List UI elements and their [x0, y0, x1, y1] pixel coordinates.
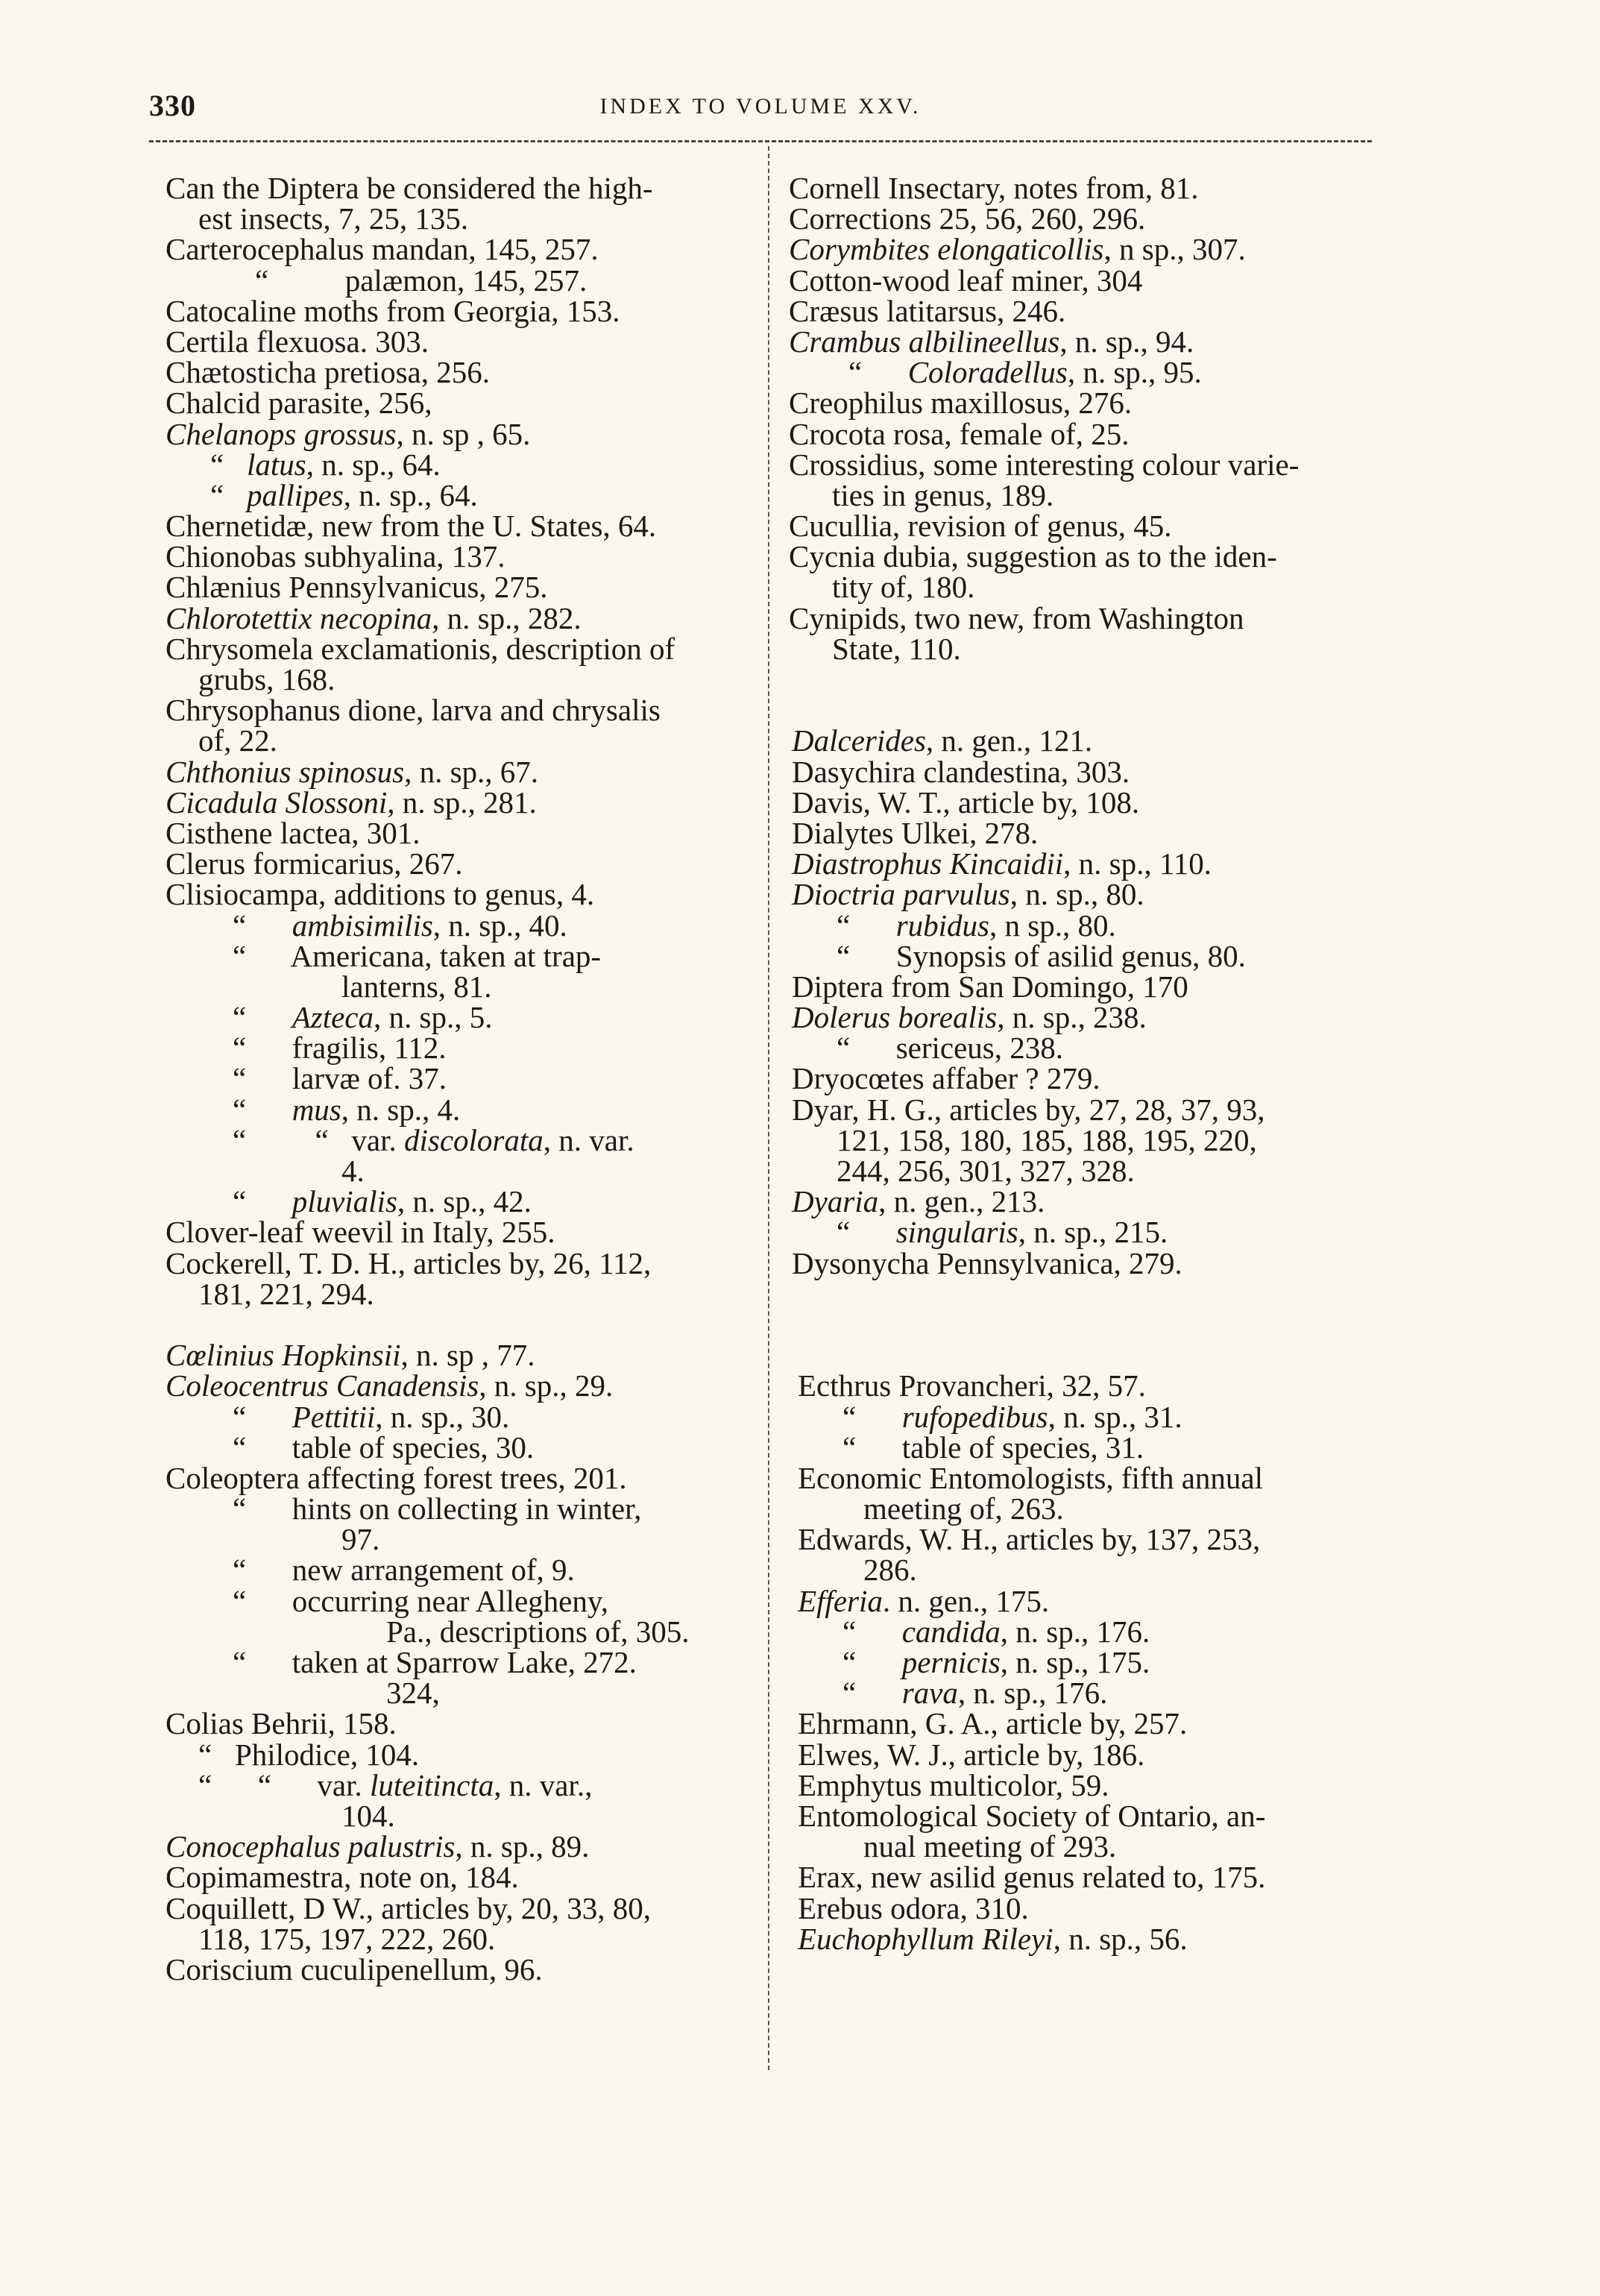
entry-text: “: [233, 908, 292, 943]
index-entry-line: [166, 846, 762, 881]
entry-text: Chlænius Pennsylvanicus, 275.: [166, 570, 548, 605]
index-entry-line: [166, 1553, 762, 1588]
entry-text: Chionobas subhyalina, 137.: [166, 539, 505, 574]
index-entry-line: [789, 541, 1393, 572]
index-entry-line: [789, 664, 1393, 695]
index-entry-line: [789, 1368, 1393, 1403]
entry-text: “ fragilis, 112.: [233, 1031, 447, 1066]
index-entry-line: [789, 723, 1393, 758]
entry-text: 286.: [863, 1553, 917, 1588]
index-entry-line: [789, 1491, 1393, 1526]
index-entry-line: [789, 1737, 1393, 1772]
entry-rest: , n. gen., 213.: [878, 1184, 1045, 1219]
entry-text: Corrections 25, 56, 260, 296.: [789, 201, 1146, 236]
entry-text: “: [842, 1676, 902, 1711]
index-entry-line: [789, 1399, 1393, 1434]
index-entry-line: [789, 1553, 1393, 1588]
index-entry-line: [789, 846, 1393, 881]
entry-italic-name: candida: [901, 1614, 1001, 1649]
entry-italic-name: pernicis: [901, 1645, 1001, 1679]
entry-text: State, 110.: [832, 631, 961, 666]
index-entry-line: [789, 1767, 1393, 1802]
entry-italic-name: Chlorotettix necopina: [166, 600, 432, 635]
entry-text: Dialytes Ulkei, 278.: [792, 815, 1039, 850]
index-entry-line: [789, 386, 1393, 421]
index-entry-line: [166, 1491, 762, 1526]
entry-rest: , n. sp., 282.: [432, 600, 582, 635]
entry-rest: , n sp., 307.: [1103, 232, 1246, 267]
entry-italic-name: pallipes: [246, 477, 344, 512]
index-entry-line: [789, 910, 1393, 941]
index-entry-line: [166, 1245, 762, 1280]
entry-italic-name: discolorata: [403, 1122, 544, 1157]
index-entry-line: [789, 447, 1393, 482]
index-entry-line: [166, 572, 762, 603]
entry-text: Erax, new asilid genus related to, 175.: [798, 1860, 1266, 1895]
index-entry-line: [789, 1031, 1393, 1066]
entry-text: “: [837, 1215, 896, 1250]
index-entry-line: [166, 879, 762, 910]
entry-rest: , n. sp., 176.: [957, 1676, 1108, 1711]
index-entry-line: [789, 1831, 1393, 1862]
entry-text: Can the Diptera be considered the high-: [166, 171, 653, 205]
entry-text: Certila flexuosa. 303.: [166, 324, 429, 359]
entry-text: Coleoptera affecting forest trees, 201.: [166, 1460, 627, 1495]
index-entry-line: [166, 784, 762, 820]
entry-text: “ “ var.: [233, 1122, 404, 1157]
entry-text: 104.: [341, 1798, 395, 1833]
entry-rest: , n. sp., 29.: [479, 1368, 614, 1403]
entry-italic-name: Azteca: [292, 1000, 374, 1035]
right-column: [789, 173, 1393, 1954]
index-entry-line: [166, 1524, 762, 1555]
index-entry-line: [166, 477, 762, 512]
entry-text: “: [210, 477, 247, 512]
index-entry-line: [166, 1921, 762, 1956]
index-entry-line: [789, 631, 1393, 666]
header-rule: [149, 140, 1372, 142]
entry-text: Chrysomela exclamationis, description of: [166, 631, 675, 666]
entry-text: “: [233, 1184, 292, 1219]
entry-rest: , n. sp., 94.: [1059, 324, 1194, 359]
entry-rest: , n. sp., 89.: [455, 1829, 590, 1864]
entry-text: 324,: [386, 1676, 440, 1711]
running-head: INDEX TO VOLUME XXV.: [599, 94, 922, 119]
index-entry-line: [789, 784, 1393, 820]
index-entry-line: [166, 173, 762, 204]
entry-rest: , n. sp., 176.: [1000, 1614, 1150, 1649]
index-entry-line: [789, 477, 1393, 512]
index-entry-line: [166, 447, 762, 482]
index-entry-line: [789, 1186, 1393, 1217]
index-entry-line: [166, 754, 762, 789]
entry-text: Cræsus latitarsus, 246.: [789, 293, 1066, 328]
entry-text: “ palæmon, 145, 257.: [255, 262, 588, 298]
index-entry-line: [166, 1862, 762, 1893]
index-entry-line: [166, 1708, 762, 1739]
entry-text: “: [848, 355, 908, 390]
index-entry-line: [789, 509, 1393, 544]
index-entry-line: [166, 664, 762, 695]
entry-text: “: [210, 447, 247, 482]
entry-text: Clerus formicarius, 267.: [166, 846, 463, 881]
index-entry-line: [166, 1460, 762, 1495]
index-entry-line: [789, 1524, 1393, 1555]
index-entry-line: [166, 324, 762, 359]
index-entry-line: [166, 1831, 762, 1862]
entry-rest: , n. gen., 121.: [925, 723, 1093, 758]
index-entry-line: [166, 1156, 762, 1186]
index-entry-line: [166, 938, 762, 973]
entry-text: Dasychira clandestina, 303.: [792, 754, 1130, 789]
entry-text: “ occurring near Allegheny,: [233, 1583, 608, 1618]
entry-rest: , n. sp., 67.: [404, 754, 539, 789]
entry-text: “ Philodice, 104.: [198, 1737, 420, 1772]
index-entry-line: [166, 600, 762, 635]
entry-text: Crocota rosa, female of, 25.: [789, 416, 1130, 451]
entry-text: Entomological Society of Ontario, an-: [798, 1798, 1266, 1833]
entry-italic-name: Dioctria parvulus: [792, 877, 1010, 912]
index-entry-line: [789, 1245, 1393, 1280]
index-entry-line: [789, 879, 1393, 910]
index-entry-line: [166, 1737, 762, 1772]
entry-text: 118, 175, 197, 222, 260.: [198, 1921, 496, 1956]
entry-text: tity of, 180.: [832, 570, 975, 605]
index-entry-line: [166, 1432, 762, 1463]
index-entry-line: [166, 910, 762, 941]
entry-italic-name: Coleocentrus Canadensis: [166, 1368, 479, 1403]
index-entry-line: [166, 416, 762, 451]
entry-rest: , n. var.,: [494, 1767, 593, 1802]
left-column: [166, 173, 762, 1985]
index-entry-line: [789, 1122, 1393, 1157]
index-entry-line: [789, 1156, 1393, 1186]
index-entry-line: [789, 324, 1393, 359]
index-entry-line: [789, 815, 1393, 850]
index-entry-line: [789, 1063, 1393, 1094]
index-entry-line: [166, 293, 762, 328]
entry-italic-name: Dolerus borealis: [792, 1000, 998, 1035]
entry-text: “ sericeus, 238.: [837, 1031, 1063, 1066]
entry-italic-name: ambisimilis: [292, 908, 433, 943]
index-entry-line: [789, 1921, 1393, 1956]
entry-rest: , n. sp., 64.: [343, 477, 478, 512]
entry-italic-name: Euchophyllum Rileyi: [798, 1921, 1053, 1956]
entry-text: Elwes, W. J., article by, 186.: [798, 1737, 1145, 1772]
entry-text: “ table of species, 31.: [842, 1430, 1144, 1465]
index-entry-line: [166, 1276, 762, 1311]
entry-italic-name: rufopedibus: [901, 1399, 1048, 1434]
entry-italic-name: singularis: [895, 1215, 1018, 1250]
index-entry-line: [166, 1368, 762, 1403]
entry-text: Economic Entomologists, fifth annual: [798, 1460, 1264, 1495]
index-entry-line: [166, 1798, 762, 1833]
entry-text: “: [842, 1645, 902, 1679]
entry-text: 244, 256, 301, 327, 328.: [837, 1154, 1135, 1188]
entry-text: 4.: [341, 1154, 365, 1188]
entry-italic-name: Pettitii: [292, 1399, 376, 1434]
entry-text: of, 22.: [198, 723, 277, 758]
entry-text: Cornell Insectary, notes from, 81.: [789, 171, 1199, 205]
entry-italic-name: luteitincta: [369, 1767, 494, 1802]
index-entry-line: [789, 1460, 1393, 1495]
entry-text: Pa., descriptions of, 305.: [386, 1614, 690, 1649]
entry-italic-name: Chelanops grossus: [166, 416, 397, 451]
entry-text: “: [837, 908, 896, 943]
index-entry-line: [789, 695, 1393, 726]
index-entry-line: [789, 600, 1393, 635]
entry-text: “: [233, 1092, 292, 1127]
entry-text: 121, 158, 180, 185, 188, 195, 220,: [837, 1122, 1257, 1157]
index-entry-line: [166, 1951, 762, 1987]
index-entry-line: [789, 1217, 1393, 1248]
index-entry-line: [789, 1002, 1393, 1033]
entry-text: Carterocephalus mandan, 145, 257.: [166, 232, 599, 267]
entry-text: Dysonycha Pennsylvanica, 279.: [792, 1245, 1182, 1280]
entry-italic-name: Diastrophus Kincaidii: [792, 846, 1064, 881]
entry-text: Erebus odora, 310.: [798, 1890, 1029, 1925]
page-header: [149, 88, 1372, 133]
index-entry-line: [789, 357, 1393, 388]
index-entry-line: [166, 1890, 762, 1925]
index-entry-line: [166, 1767, 762, 1802]
entry-text: 97.: [341, 1522, 380, 1557]
entry-text: 181, 221, 294.: [198, 1276, 374, 1311]
entry-text: Cycnia dubia, suggestion as to the iden-: [789, 539, 1277, 574]
index-entry-line: [789, 234, 1393, 265]
entry-rest: , n. sp., 64.: [306, 447, 441, 482]
entry-italic-name: Conocephalus palustris: [166, 1829, 456, 1864]
index-entry-line: [166, 234, 762, 265]
entry-italic-name: Dyaria: [792, 1184, 879, 1219]
entry-text: Cockerell, T. D. H., articles by, 26, 112,: [166, 1245, 652, 1280]
entry-rest: , n. sp., 30.: [375, 1399, 510, 1434]
entry-text: grubs, 168.: [198, 662, 336, 696]
index-entry-line: [166, 695, 762, 726]
index-entry-line: [166, 1647, 762, 1678]
index-entry-line: [166, 541, 762, 572]
entry-text: Catocaline moths from Georgia, 153.: [166, 293, 620, 328]
index-entry-line: [166, 1186, 762, 1217]
entry-text: “: [842, 1399, 902, 1434]
entry-italic-name: Cœlinius Hopkinsii: [166, 1338, 401, 1373]
index-entry-line: [789, 1092, 1393, 1127]
index-entry-line: [789, 1890, 1393, 1925]
index-entry-line: [789, 416, 1393, 451]
entry-italic-name: Crambus albilineellus: [789, 324, 1060, 359]
entry-rest: . n. gen., 175.: [882, 1583, 1050, 1618]
entry-text: “ “ var.: [198, 1767, 370, 1802]
entry-italic-name: latus: [246, 447, 306, 482]
index-entry-line: [789, 938, 1393, 973]
entry-text: Cynipids, two new, from Washington: [789, 600, 1244, 635]
index-entry-line: [789, 1583, 1393, 1618]
entry-rest: , n. sp , 65.: [396, 416, 531, 451]
entry-italic-name: pluvialis: [292, 1184, 397, 1219]
entry-text: Ehrmann, G. A., article by, 257.: [798, 1706, 1188, 1741]
entry-text: est insects, 7, 25, 135.: [198, 201, 469, 236]
entry-rest: , n sp., 80.: [989, 908, 1116, 943]
entry-text: Colias Behrii, 158.: [166, 1706, 397, 1741]
entry-italic-name: Dalcerides: [792, 723, 926, 758]
entry-text: Edwards, W. H., articles by, 137, 253,: [798, 1522, 1261, 1557]
entry-italic-name: Chthonius spinosus: [166, 754, 405, 789]
index-entry-line: [166, 1583, 762, 1618]
entry-text: “ table of species, 30.: [233, 1430, 535, 1465]
index-entry-line: [166, 969, 762, 1004]
entry-text: Cotton-wood leaf miner, 304: [789, 262, 1143, 298]
entry-text: Dyar, H. G., articles by, 27, 28, 37, 93,: [792, 1092, 1265, 1127]
index-entry-line: [166, 357, 762, 388]
entry-text: Chalcid parasite, 256,: [166, 386, 432, 421]
entry-text: Clisiocampa, additions to genus, 4.: [166, 877, 595, 912]
index-entry-line: [789, 293, 1393, 328]
entry-text: Clover-leaf weevil in Italy, 255.: [166, 1215, 555, 1250]
entry-rest: , n. var.: [543, 1122, 634, 1157]
entry-text: “ taken at Sparrow Lake, 272.: [233, 1645, 637, 1679]
entry-text: nual meeting of 293.: [863, 1829, 1117, 1864]
entry-text: “: [233, 1399, 292, 1434]
index-entry-line: [789, 1798, 1393, 1833]
entry-italic-name: Efferia: [798, 1583, 883, 1618]
index-entry-line: [789, 572, 1393, 603]
entry-text: “: [842, 1614, 902, 1649]
index-entry-line: [166, 1614, 762, 1649]
index-entry-line: [789, 1614, 1393, 1649]
index-entry-line: [789, 1309, 1393, 1340]
entry-rest: , n. sp., 110.: [1063, 846, 1212, 881]
entry-text: Copimamestra, note on, 184.: [166, 1860, 519, 1895]
entry-text: “ hints on collecting in winter,: [233, 1491, 642, 1526]
index-entry-line: [789, 262, 1393, 298]
entry-text: “ Americana, taken at trap-: [233, 938, 602, 973]
index-entry-line: [789, 1340, 1393, 1371]
entry-text: Chernetidæ, new from the U. States, 64.: [166, 509, 657, 544]
entry-text: Cucullia, revision of genus, 45.: [789, 509, 1172, 544]
index-entry-line: [166, 1063, 762, 1094]
index-entry-line: [789, 1862, 1393, 1893]
entry-text: Ecthrus Provancheri, 32, 57.: [798, 1368, 1146, 1403]
index-entry-line: [166, 1399, 762, 1434]
index-entry-line: [166, 1340, 762, 1371]
entry-rest: , n. sp., 40.: [432, 908, 567, 943]
entry-rest: , n. sp., 42.: [397, 1184, 532, 1219]
column-divider: [768, 146, 769, 2070]
entry-rest: , n. sp., 80.: [1010, 877, 1144, 912]
entry-rest: , n. sp., 31.: [1048, 1399, 1182, 1434]
entry-text: Chrysophanus dione, larva and chrysalis: [166, 693, 661, 728]
entry-italic-name: rubidus: [895, 908, 990, 943]
index-entry-line: [166, 262, 762, 298]
entry-text: “: [233, 1000, 292, 1035]
entry-rest: , n. sp., 175.: [1000, 1645, 1150, 1679]
page-number: 330: [149, 89, 196, 122]
entry-italic-name: Coloradellus: [907, 355, 1068, 390]
entry-text: ties in genus, 189.: [832, 477, 1054, 512]
entry-text: Davis, W. T., article by, 108.: [792, 784, 1140, 820]
entry-rest: , n. sp., 56.: [1053, 1921, 1188, 1956]
index-entry-line: [166, 1002, 762, 1033]
entry-text: Coriscium cuculipenellum, 96.: [166, 1951, 543, 1987]
index-entry-line: [166, 201, 762, 236]
entry-text: “ larvæ of. 37.: [233, 1061, 447, 1096]
index-entry-line: [166, 815, 762, 850]
entry-rest: , n. sp., 95.: [1067, 355, 1202, 390]
entry-text: Chætosticha pretiosa, 256.: [166, 355, 491, 390]
entry-text: Creophilus maxillosus, 276.: [789, 386, 1133, 421]
entry-text: Diptera from San Domingo, 170: [792, 969, 1188, 1004]
entry-text: Crossidius, some interesting colour varie-: [789, 447, 1300, 482]
index-entry-line: [789, 1432, 1393, 1463]
index-entry-line: [166, 1092, 762, 1127]
index-entry-line: [789, 1708, 1393, 1739]
index-entry-line: [166, 1031, 762, 1066]
entry-rest: , n. sp., 281.: [387, 784, 537, 820]
index-entry-line: [789, 201, 1393, 236]
index-entry-line: [789, 969, 1393, 1004]
index-entry-line: [789, 1676, 1393, 1711]
index-entry-line: [789, 754, 1393, 789]
entry-rest: , n. sp., 5.: [374, 1000, 493, 1035]
entry-italic-name: rava: [901, 1676, 958, 1711]
entry-text: Emphytus multicolor, 59.: [798, 1767, 1109, 1802]
index-entry-line: [166, 631, 762, 666]
index-entry-line: [166, 1676, 762, 1711]
entry-italic-name: Cicadula Slossoni: [166, 784, 388, 820]
entry-text: Dryocœtes affaber ? 279.: [792, 1061, 1100, 1096]
index-entry-line: [789, 173, 1393, 204]
entry-text: “ Synopsis of asilid genus, 80.: [837, 938, 1246, 973]
entry-text: Cisthene lactea, 301.: [166, 815, 421, 850]
entry-rest: , n. sp., 4.: [341, 1092, 461, 1127]
entry-text: “ new arrangement of, 9.: [233, 1553, 575, 1588]
index-entry-line: [166, 723, 762, 758]
entry-italic-name: Corymbites elongaticollis: [789, 232, 1104, 267]
index-entry-line: [789, 1279, 1393, 1309]
entry-italic-name: mus: [292, 1092, 341, 1127]
entry-rest: , n. sp., 215.: [1018, 1215, 1168, 1250]
index-entry-line: [166, 1217, 762, 1248]
entry-text: lanterns, 81.: [341, 969, 492, 1004]
index-entry-line: [166, 1309, 762, 1340]
entry-rest: , n. sp , 77.: [400, 1338, 535, 1373]
index-entry-line: [166, 509, 762, 544]
index-entry-line: [166, 1122, 762, 1157]
index-entry-line: [166, 386, 762, 421]
entry-rest: , n. sp., 238.: [997, 1000, 1147, 1035]
entry-text: meeting of, 263.: [863, 1491, 1064, 1526]
index-entry-line: [789, 1647, 1393, 1678]
entry-text: Coquillett, D W., articles by, 20, 33, 80,: [166, 1890, 652, 1925]
